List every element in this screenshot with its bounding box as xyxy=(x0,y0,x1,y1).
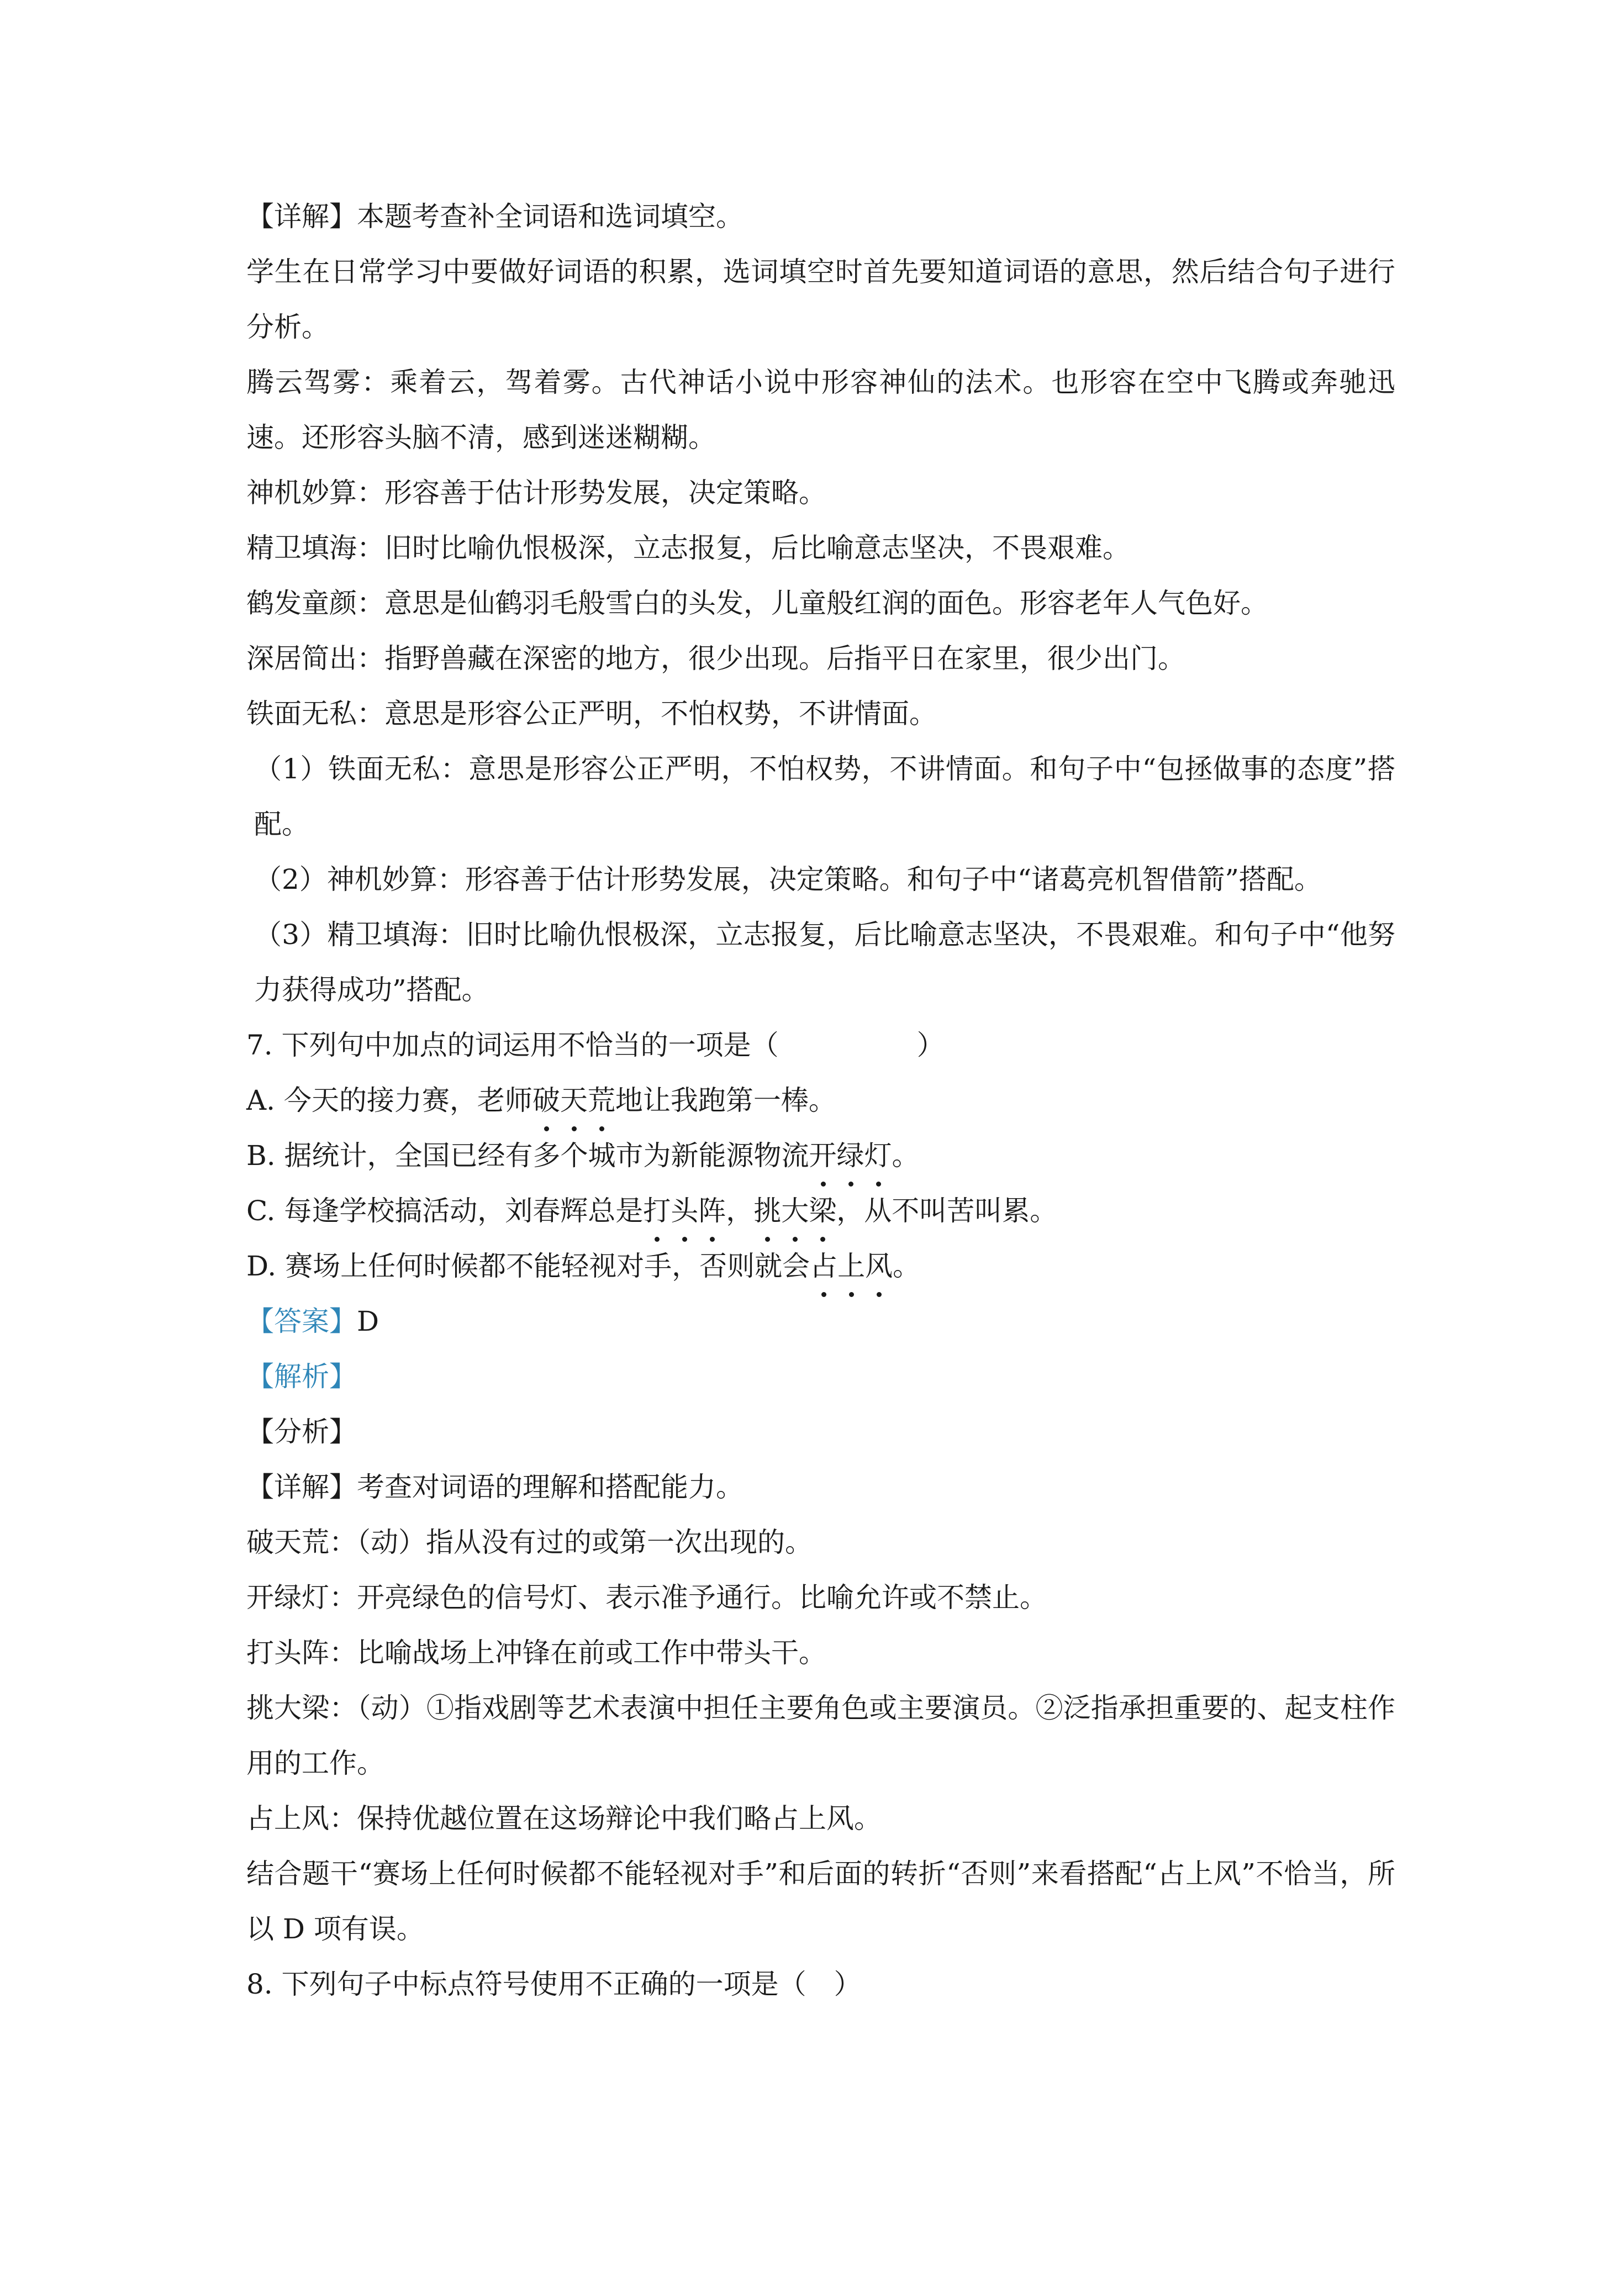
question-8-stem: 8. 下列句子中标点符号使用不正确的一项是（ ） xyxy=(246,1968,862,2000)
emphasized-char: 开 xyxy=(809,1128,837,1183)
option-c-mid: ， xyxy=(726,1195,754,1227)
emphasized-char: 上 xyxy=(837,1238,865,1294)
definition-datouzhen: 打头阵：比喻战场上冲锋在前或工作中带头干。 xyxy=(246,1637,826,1669)
option-b-tail: 。 xyxy=(892,1140,920,1172)
definition-hefatongyan: 鹤发童颜：意思是仙鹤羽毛般雪白的头发，儿童般红润的面色。形容老年人气色好。 xyxy=(246,587,1268,619)
emphasized-char: 风 xyxy=(865,1238,893,1294)
definition-tengyunjiawu: 腾云驾雾：乘着云，驾着雾。古代神话小说中形容神仙的法术。也形容在空中飞腾或奔驰迅速。还形容头脑不清，感到迷迷糊糊。 xyxy=(246,366,1395,454)
definition-jingweitianhai: 精卫填海：旧时比喻仇恨极深，立志报复，后比喻意志坚决，不畏艰难。 xyxy=(246,532,1130,564)
option-c-text: C. 每逢学校搞活动，刘春辉总是 xyxy=(246,1195,644,1227)
answer-line xyxy=(246,1294,1395,1349)
answer-tag: 【答案】 xyxy=(246,1305,357,1337)
emphasized-char: 梁 xyxy=(809,1183,836,1238)
emphasized-char: 挑 xyxy=(753,1183,781,1238)
explanation-paragraph: 学生在日常学习中要做好词语的积累，选词填空时首先要知道词语的意思，然后结合句子进行分析。 xyxy=(246,256,1395,343)
option-c-tail: ，从不叫苦叫累。 xyxy=(836,1195,1058,1227)
emphasized-char: 绿 xyxy=(837,1128,864,1183)
option-d-text: D. 赛场上任何时候都不能轻视对手，否则就会 xyxy=(246,1250,810,1282)
option-b-text: B. 据统计，全国已经有多个城市为新能源物流 xyxy=(246,1140,809,1172)
emphasized-char: 头 xyxy=(671,1183,698,1238)
detail-heading: 【详解】本题考查补全词语和选词填空。 xyxy=(246,201,744,233)
definition-zhanshangfeng: 占上风：保持优越位置在这场辩论中我们略占上风。 xyxy=(246,1802,882,1834)
option-a xyxy=(246,1073,1395,1128)
emphasized-char: 破 xyxy=(532,1073,560,1128)
emphasized-char: 打 xyxy=(643,1183,671,1238)
definition-shenjimiaosuan: 神机妙算：形容善于估计形势发展，决定策略。 xyxy=(246,477,826,509)
answer-item-2: （2）神机妙算：形容善于估计形势发展，决定策略。和句子中“诸葛亮机智借箭”搭配。 xyxy=(254,863,1322,895)
emphasized-char: 灯 xyxy=(864,1128,892,1183)
question-7-stem: 7. 下列句中加点的词运用不恰当的一项是（ ） xyxy=(246,1029,945,1061)
option-a-text: A. 今天的接力赛，老师 xyxy=(246,1084,532,1116)
option-c xyxy=(246,1183,1395,1238)
emphasized-char: 大 xyxy=(781,1183,809,1238)
answer-value: D xyxy=(357,1305,379,1337)
option-b xyxy=(246,1128,1395,1183)
fenxi-heading: 【分析】 xyxy=(246,1416,357,1448)
option-d xyxy=(246,1238,1395,1294)
analysis-tag: 【解析】 xyxy=(246,1361,357,1393)
document-content xyxy=(246,189,1395,2012)
answer-item-1: （1）铁面无私：意思是形容公正严明，不怕权势，不讲情面。和句子中“包拯做事的态度”搭配。 xyxy=(254,753,1395,840)
emphasized-char: 占 xyxy=(810,1238,837,1294)
definition-tiemianwusi: 铁面无私：意思是形容公正严明，不怕权势，不讲情面。 xyxy=(246,698,937,730)
emphasized-char: 荒 xyxy=(588,1073,615,1128)
definition-potianhuang: 破天荒：（动）指从没有过的或第一次出现的。 xyxy=(246,1526,813,1558)
definition-kailvdeng: 开绿灯：开亮绿色的信号灯、表示准予通行。比喻允许或不禁止。 xyxy=(246,1581,1047,1614)
emphasized-char: 天 xyxy=(560,1073,588,1128)
emphasized-char: 阵 xyxy=(698,1183,726,1238)
detail-heading-q7: 【详解】考查对词语的理解和搭配能力。 xyxy=(246,1471,744,1503)
option-d-tail: 。 xyxy=(893,1250,921,1282)
conclusion-paragraph: 结合题干“赛场上任何时候都不能轻视对手”和后面的转折“否则”来看搭配“占上风”不恰当，所以 D 项有误。 xyxy=(246,1858,1395,1945)
definition-tiaodaliang: 挑大梁：（动）①指戏剧等艺术表演中担任主要角色或主要演员。②泛指承担重要的、起支柱作用的工作。 xyxy=(246,1692,1395,1779)
definition-shenjujianchu: 深居简出：指野兽藏在深密的地方，很少出现。后指平日在家里，很少出门。 xyxy=(246,642,1185,674)
option-a-tail: 地让我跑第一棒。 xyxy=(615,1084,836,1116)
answer-item-3: （3）精卫填海：旧时比喻仇恨极深，立志报复，后比喻意志坚决，不畏艰难。和句子中“他努力获得成功”搭配。 xyxy=(254,919,1395,1006)
